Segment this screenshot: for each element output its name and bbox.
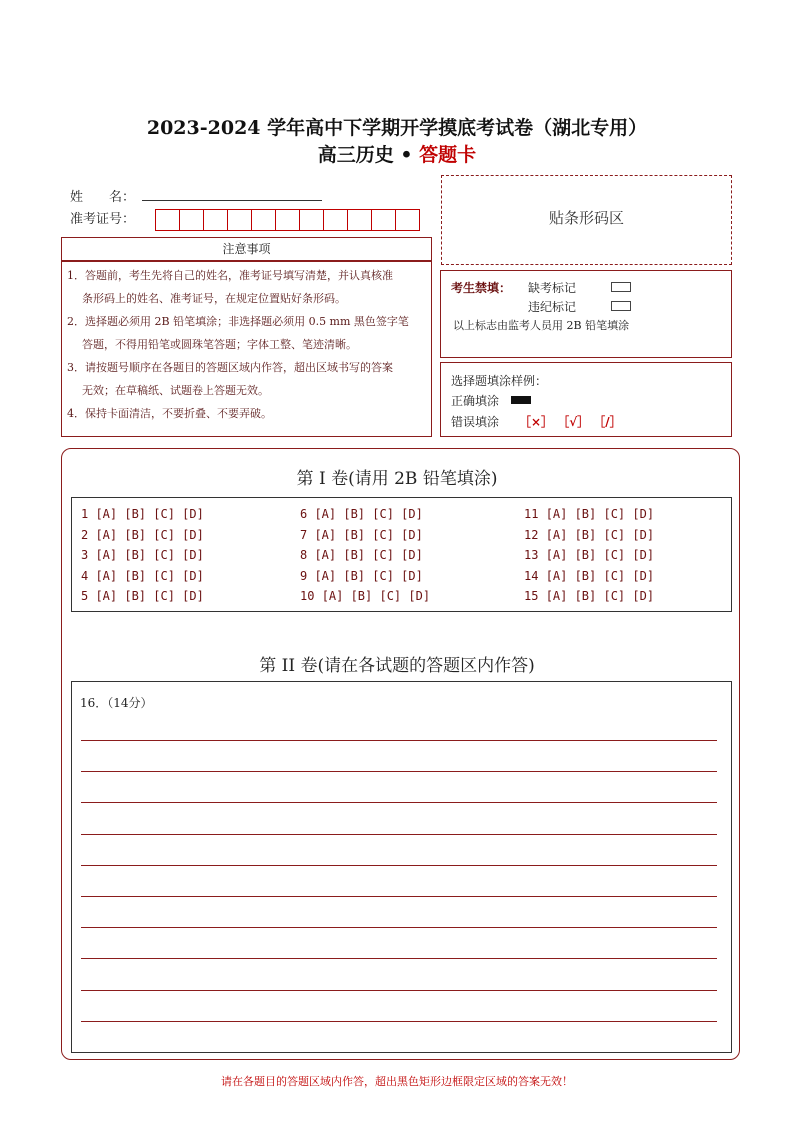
correct-fill-label: 正确填涂 — [451, 394, 500, 408]
violation-label: 违纪标记 — [528, 300, 577, 314]
absent-label: 缺考标记 — [528, 281, 577, 295]
choice-question-13[interactable] — [524, 548, 654, 562]
exam-id-cell[interactable] — [275, 209, 300, 231]
question-number: 1 — [81, 507, 96, 521]
choice-grid — [71, 497, 732, 612]
choice-question-2[interactable] — [81, 528, 204, 542]
writing-line — [81, 740, 717, 741]
question-number: 11 — [524, 507, 546, 521]
answer-options[interactable]: [A] [B] [C] [D] — [95, 548, 204, 562]
exam-id-label: 准考证号： — [70, 212, 136, 227]
exam-id-cell[interactable] — [395, 209, 420, 231]
answer-options[interactable]: [A] [B] [C] [D] — [545, 548, 655, 562]
answer-options[interactable]: [A] [B] [C] [D] — [545, 589, 655, 603]
name-field[interactable] — [142, 200, 322, 201]
answer-options[interactable]: [A] [B] [C] [D] — [314, 527, 423, 542]
exam-id-cell[interactable] — [203, 209, 228, 231]
question-number: 9 — [300, 568, 315, 583]
writing-line — [81, 990, 717, 991]
choice-question-10[interactable] — [300, 589, 430, 603]
notice-heading: 注意事项 — [61, 237, 432, 261]
choice-question-9[interactable] — [300, 569, 423, 583]
wrong-fill-marks: ［×］ ［√］ ［/］ — [519, 415, 622, 429]
question16-label: 16．（14分） — [80, 696, 153, 710]
card-subtitle — [0, 140, 794, 167]
writing-line — [81, 958, 717, 959]
forbidden-label: 考生禁填： — [451, 281, 512, 295]
notice-box — [61, 261, 432, 437]
question-number: 4 — [81, 568, 96, 583]
choice-question-5[interactable] — [81, 589, 204, 603]
exam-id-cell[interactable] — [227, 209, 252, 231]
writing-line — [81, 834, 717, 835]
fill-sample-box — [440, 362, 732, 437]
answer-card-label: 答题卡 — [419, 144, 477, 166]
notice-item: 无效；在草稿纸、试题卷上答题无效。 — [82, 384, 269, 397]
question-number: 13 — [524, 548, 546, 562]
choice-question-7[interactable] — [300, 528, 423, 542]
subject-label: 高三历史 • — [317, 144, 420, 166]
writing-line — [81, 865, 717, 866]
exam-id-cell[interactable] — [371, 209, 396, 231]
choice-question-15[interactable] — [524, 589, 654, 603]
essay-box[interactable] — [71, 681, 732, 1053]
choice-question-1[interactable] — [81, 507, 204, 521]
question-number: 8 — [300, 548, 315, 562]
fill-sample-title: 选择题填涂样例： — [451, 374, 548, 388]
exam-id-cell[interactable] — [299, 209, 324, 231]
answer-options[interactable]: [A] [B] [C] [D] — [545, 507, 655, 521]
answer-options[interactable]: [A] [B] [C] [D] — [95, 527, 204, 542]
answer-options[interactable]: [A] [B] [C] [D] — [321, 589, 431, 603]
notice-item: 4．保持卡面清洁，不要折叠、不要弄破。 — [67, 407, 272, 420]
barcode-area: 贴条形码区 — [441, 175, 732, 265]
absent-mark-box[interactable] — [611, 282, 631, 292]
writing-line — [81, 1021, 717, 1022]
writing-line — [81, 802, 717, 803]
question-number: 12 — [524, 527, 546, 542]
question-number: 15 — [524, 589, 546, 603]
notice-item: 2．选择题必须用 2B 铅笔填涂；非选择题必须用 0.5 mm 黑色签字笔 — [67, 315, 409, 328]
writing-line — [81, 771, 717, 772]
exam-id-cell[interactable] — [251, 209, 276, 231]
question-number: 10 — [300, 589, 322, 603]
answer-options[interactable]: [A] [B] [C] [D] — [545, 568, 655, 583]
notice-item: 条形码上的姓名、准考证号，在规定位置贴好条形码。 — [82, 292, 346, 305]
question-number: 14 — [524, 568, 546, 583]
writing-line — [81, 896, 717, 897]
exam-id-grid[interactable] — [155, 209, 419, 231]
answer-options[interactable]: [A] [B] [C] [D] — [95, 589, 204, 603]
answer-options[interactable]: [A] [B] [C] [D] — [95, 507, 204, 521]
notice-item: 1．答题前，考生先将自己的姓名，准考证号填写清楚，并认真核准 — [67, 269, 393, 282]
exam-id-cell[interactable] — [155, 209, 180, 231]
exam-id-cell[interactable] — [323, 209, 348, 231]
exam-id-cell[interactable] — [179, 209, 204, 231]
forbidden-note: 以上标志由监考人员用 2B 铅笔填涂 — [453, 319, 630, 332]
choice-question-4[interactable] — [81, 569, 204, 583]
choice-question-12[interactable] — [524, 528, 654, 542]
question-number: 5 — [81, 589, 96, 603]
question-number: 2 — [81, 527, 96, 542]
question-number: 6 — [300, 507, 315, 521]
choice-question-6[interactable] — [300, 507, 423, 521]
section1-title: 第 I 卷(请用 2B 铅笔填涂) — [296, 469, 498, 489]
answer-options[interactable]: [A] [B] [C] [D] — [545, 527, 655, 542]
answer-options[interactable]: [A] [B] [C] [D] — [314, 507, 423, 521]
answer-options[interactable]: [A] [B] [C] [D] — [314, 568, 423, 583]
footer-warning: 请在各题目的答题区域内作答，超出黑色矩形边框限定区域的答案无效！ — [221, 1075, 573, 1088]
section2-title: 第 II 卷(请在各试题的答题区内作答) — [259, 656, 535, 676]
question-number: 3 — [81, 548, 96, 562]
name-label: 姓 名： — [70, 190, 136, 205]
choice-question-14[interactable] — [524, 569, 654, 583]
violation-mark-box[interactable] — [611, 301, 631, 311]
exam-id-cell[interactable] — [347, 209, 372, 231]
notice-item: 3．请按题号顺序在各题目的答题区域内作答，超出区域书写的答案 — [67, 361, 393, 374]
forbidden-box — [440, 270, 732, 358]
exam-title: 2023-2024 学年高中下学期开学摸底考试卷（湖北专用） — [146, 117, 648, 139]
choice-question-3[interactable] — [81, 548, 204, 562]
answer-options[interactable]: [A] [B] [C] [D] — [314, 548, 423, 562]
choice-question-8[interactable] — [300, 548, 423, 562]
choice-question-11[interactable] — [524, 507, 654, 521]
correct-fill-mark — [511, 396, 531, 404]
wrong-fill-label: 错误填涂 — [451, 415, 500, 429]
writing-line — [81, 927, 717, 928]
answer-options[interactable]: [A] [B] [C] [D] — [95, 568, 204, 583]
question-number: 7 — [300, 527, 315, 542]
notice-item: 答题，不得用铅笔或圆珠笔答题；字体工整、笔迹清晰。 — [82, 338, 357, 351]
